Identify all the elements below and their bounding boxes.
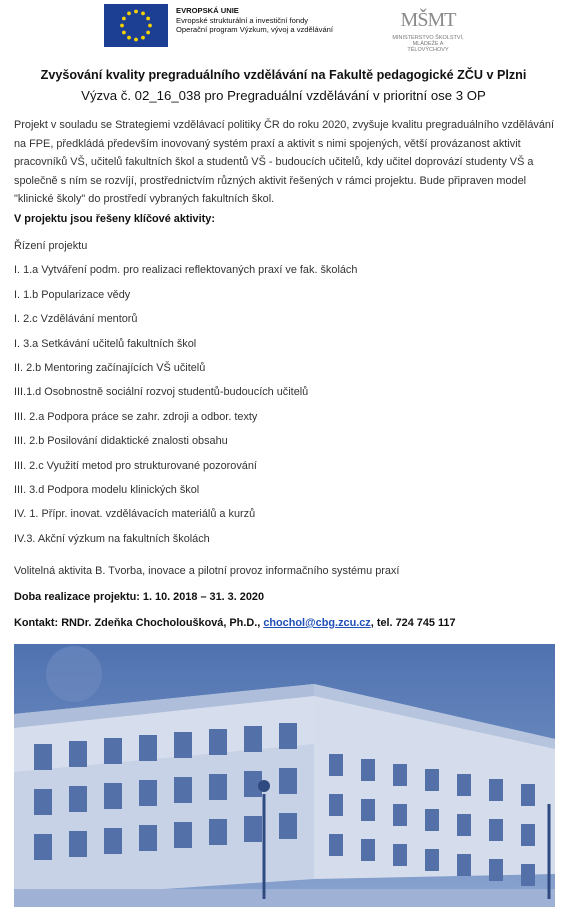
building-window xyxy=(244,816,262,842)
eu-star-icon xyxy=(134,38,138,42)
activity-item: I. 1.a Vytváření podm. pro realizaci reflektovaných praxí ve fak. školách xyxy=(14,264,358,277)
activity-item: I. 2.c Vzdělávání mentorů xyxy=(14,313,138,326)
contact-line xyxy=(14,617,456,629)
building-window xyxy=(139,780,157,806)
eu-star-icon xyxy=(122,17,126,21)
eu-program-text: Operační program Výzkum, vývoj a vzdělávání xyxy=(176,25,334,34)
building-window xyxy=(329,754,343,776)
building-window xyxy=(425,769,439,791)
building-window xyxy=(489,779,503,801)
building-window xyxy=(104,783,122,809)
activity-item: III. 2.c Využití metod pro strukturované pozorování xyxy=(14,459,257,472)
building-window xyxy=(521,784,535,806)
activity-item: III. 2.a Podpora práce se zahr. zdroji a odbor. texty xyxy=(14,410,258,423)
activity-item: IV.3. Akční výzkum na fakultních školách xyxy=(14,532,210,545)
activity-item: I. 1.b Popularizace vědy xyxy=(14,288,131,301)
eu-star-icon xyxy=(141,36,145,40)
eu-funds-text: Evropské strukturální a investiční fondy xyxy=(176,15,309,25)
msmt-line-2: MLÁDEŽE A TĚLOVÝCHOVY xyxy=(407,41,449,53)
msmt-line-1: MINISTERSTVO ŠKOLSTVÍ, xyxy=(392,35,464,41)
building-window xyxy=(69,741,87,767)
eu-star-icon xyxy=(141,11,145,15)
contact-suffix: , tel. 724 745 117 xyxy=(370,617,456,629)
eu-star-icon xyxy=(146,17,150,21)
building-window xyxy=(139,825,157,851)
building-window xyxy=(209,729,227,755)
msmt-text xyxy=(392,35,464,53)
building-window xyxy=(457,814,471,836)
activities-heading: V projektu jsou řešeny klíčové aktivity: xyxy=(14,213,215,225)
building-window xyxy=(174,822,192,848)
eu-star-icon xyxy=(148,24,152,28)
activity-item: III. 3.d Podpora modelu klinických škol xyxy=(14,484,200,496)
activity-item: Řízení projektu xyxy=(14,240,88,252)
document-title: Zvyšování kvality pregraduálního vzdělávání na Fakultě pedagogické ZČU v Plzni xyxy=(40,68,527,82)
building-window xyxy=(34,789,52,815)
building-window xyxy=(361,799,375,821)
building-window xyxy=(34,834,52,860)
building-window xyxy=(489,819,503,841)
contact-prefix: Kontakt: RNDr. Zdeňka Chocholoušková, Ph.D., xyxy=(14,617,264,629)
building-window xyxy=(521,824,535,846)
building-window xyxy=(279,723,297,749)
building-window xyxy=(139,735,157,761)
building-window xyxy=(457,774,471,796)
building-window xyxy=(393,804,407,826)
building-window xyxy=(457,854,471,876)
building-window xyxy=(489,859,503,881)
building-window xyxy=(425,809,439,831)
building-window xyxy=(104,828,122,854)
building-window xyxy=(209,774,227,800)
contact-email-link[interactable]: chochol@cbg.zcu.cz xyxy=(263,617,371,629)
optional-activity: Volitelná aktivita B. Tvorba, inovace a pilotní provoz informačního systému praxí xyxy=(14,565,400,577)
building-window xyxy=(393,844,407,866)
intro-paragraph: Projekt v souladu se Strategiemi vzdělávací politiky ČR do roku 2020, zvyšuje kvalitu pregraduálního vzdělávání na FPE, předkládá především inovovaný systém praxí a aktivit s nimi spojených, větší provázanost aktivit pracovníků VŠ, učitelů fakultních škol a studentů VŠ - budoucích učitelů, kdy učitel doprovází studenty VŠ a společně s ním se rozvíjí, prostřednictvím různých aktivit řešených v rámci projektu. Bude připraven model "klinické školy" do prostředí vybraných fakultních škol. xyxy=(14,119,554,206)
eu-logo-text xyxy=(176,6,333,35)
msmt-logo-icon xyxy=(392,4,464,34)
building-window xyxy=(393,764,407,786)
building-window xyxy=(244,726,262,752)
msmt-logo-letters: MŠMT xyxy=(400,9,456,31)
activity-item: IV. 1. Přípr. inovat. vzdělávacích materiálů a kurzů xyxy=(14,508,256,521)
eu-star-icon xyxy=(127,11,131,15)
building-window xyxy=(209,819,227,845)
document-subtitle: Výzva č. 02_16_038 pro Pregraduální vzdělávání v prioritní ose 3 OP xyxy=(81,88,486,103)
building-window xyxy=(279,813,297,839)
building-window xyxy=(34,744,52,770)
msmt-logo xyxy=(392,4,464,53)
building-window xyxy=(361,759,375,781)
activity-item: III.1.d Osobnostně sociální rozvoj studentů-budoucích učitelů xyxy=(14,386,309,399)
eu-star-icon xyxy=(120,24,124,28)
building-window xyxy=(361,839,375,861)
building-window xyxy=(174,732,192,758)
eu-star-icon xyxy=(134,10,138,14)
eu-title: EVROPSKÁ UNIE xyxy=(176,6,239,15)
building-window xyxy=(69,831,87,857)
eu-star-icon xyxy=(146,31,150,35)
eu-star-icon xyxy=(127,36,131,40)
building-window xyxy=(425,849,439,871)
building-window xyxy=(521,864,535,886)
building-window xyxy=(69,786,87,812)
activity-item: II. 2.b Mentoring začínajících VŠ učitelů xyxy=(14,362,206,374)
header-logos xyxy=(0,2,567,53)
eu-star-icon xyxy=(122,31,126,35)
building-window xyxy=(329,794,343,816)
building-window xyxy=(329,834,343,856)
building-window xyxy=(104,738,122,764)
activity-item: I. 3.a Setkávání učitelů fakultních škol xyxy=(14,337,197,350)
building-window xyxy=(279,768,297,794)
activity-item: III. 2.b Posilování didaktické znalosti obsahu xyxy=(14,435,228,448)
project-duration: Doba realizace projektu: 1. 10. 2018 – 31. 3. 2020 xyxy=(14,591,265,603)
building-window xyxy=(174,777,192,803)
eu-flag-icon xyxy=(104,4,168,47)
faculty-building-photo xyxy=(14,644,555,907)
